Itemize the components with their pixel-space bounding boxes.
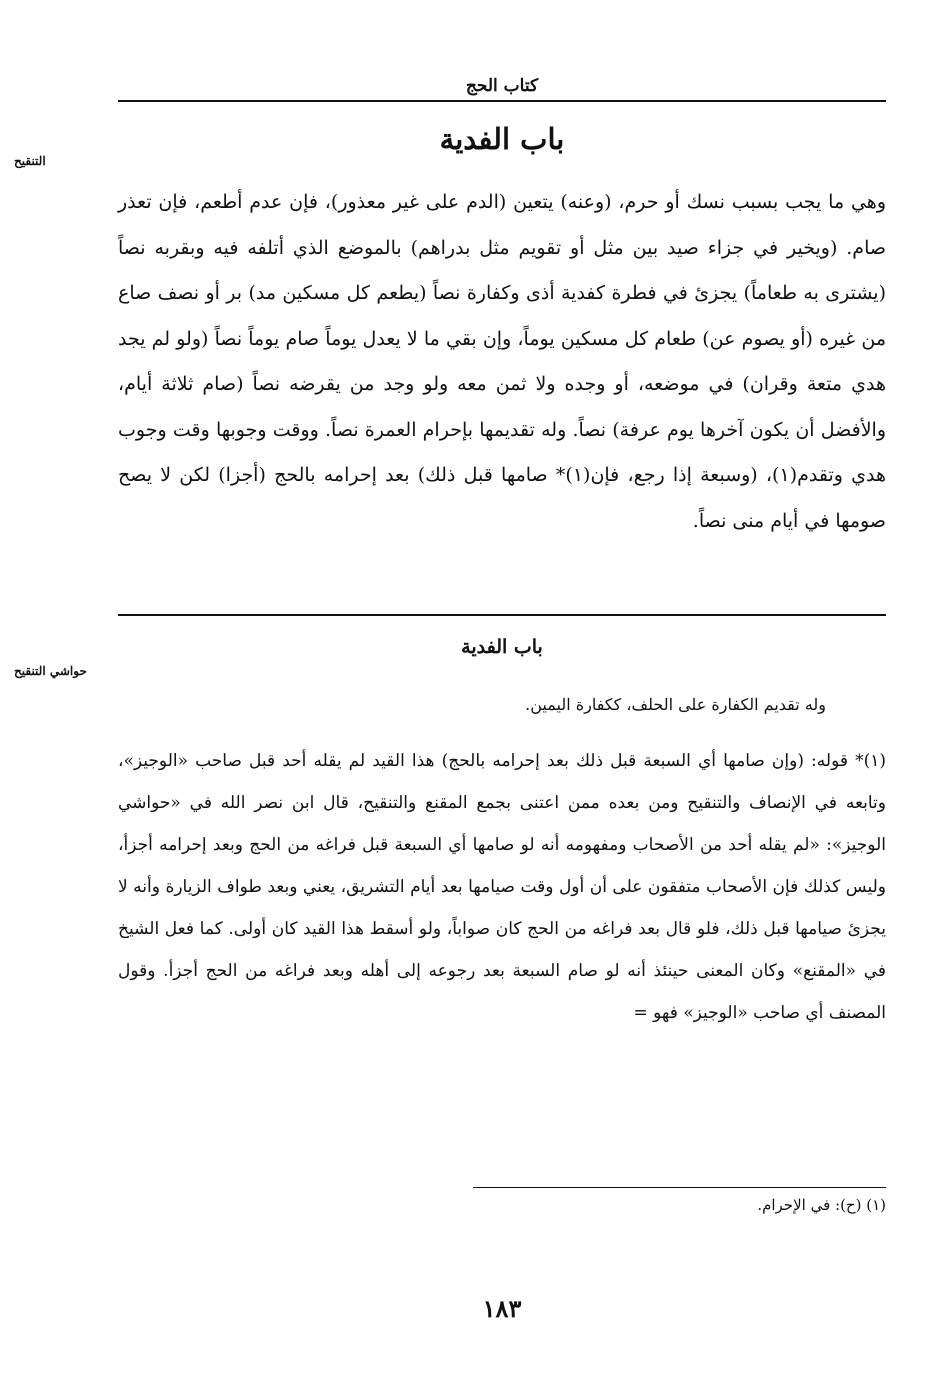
page-number: ١٨٣ [482,1294,522,1323]
margin-label-gloss: حواشي التنقيح [14,664,87,678]
gloss-title: باب الفدية [461,636,543,658]
footnote: (١) (ح): في الإحرام. [757,1196,886,1214]
section-rule [118,614,886,616]
main-paragraph: وهي ما يجب بسبب نسك أو حرم، (وعنه) يتعين (الدم على غير معذور)، فإن عدم أطعم، فإن تعذر صام. (ويخير في جزاء صيد بين مثل أو تقويم مثل بدراهم) بالموضع الذي أتلفه فيه وبقربه نصاً (يشترى به طعاماً) يجزئ في فطرة كفدية أذى وكفارة نصاً (يطعم كل مسكين مد) بر أو نصف صاع من غيره (أو يصوم عن) طعام كل مسكين يوماً، وإن بقي ما لا يعدل يوماً صام يوماً نصاً (ولو لم يجد هدي متعة وقران) في موضعه، أو وجده ولا ثمن معه ولو وجد من يقرضه نصاً (صام ثلاثة أيام، والأفضل أن يكون آخرها يوم عرفة) نصاً. وله تقديمها بإحرام العمرة نصاً. ووقت وجوبها وقت وجوب هدي وتقدم(١)، (وسبعة إذا رجع، فإن(١)* صامها قبل ذلك) بعد إحرامه بالحج (أجزا) لكن لا يصح صومها في أيام منى نصاً. [118,191,886,532]
chapter-title: باب الفدية [439,122,565,156]
footnote-rule [473,1187,886,1188]
gloss-text [118,740,886,1034]
gloss-paragraph: (١)* قوله: (وإن صامها أي السبعة قبل ذلك بعد إحرامه بالحج) هذا القيد لم يقله أحد قبل صاحب «الوجيز»، وتابعه في الإنصاف والتنقيح ومن بعده ممن اعتنى بجمع المقنع والتنقيح، قال ابن نصر الله في «حواشي الوجيز»: «لم يقله أحد من الأصحاب ومفهومه أنه لو صامها أي السبعة قبل فراغه من الحج وبعد إحرامه أجزأ، وليس كذلك فإن الأصحاب متفقون على أن أول وقت صيامها بعد أيام التشريق، يعني وبعد طواف الزيارة وأنه لا يجزئ صيامها قبل ذلك، فلو قال بعد فراغه من الحج كان صواباً، ولو أسقط هذا القيد كان أولى. كما فعل الشيخ في «المقنع» وكان المعنى حينئذ أنه لو صام السبعة بعد رجوعه إلى أهله وبعد فراغه من الحج أجزأ. وقول المصنف أي صاحب «الوجيز» فهو = [118,751,886,1023]
header-rule [118,100,886,102]
main-text [118,180,886,544]
running-head: كتاب الحج [465,76,539,96]
gloss-intro: وله تقديم الكفارة على الحلف، ككفارة اليمين. [525,695,826,714]
margin-label-main: التنقيح [14,154,46,168]
